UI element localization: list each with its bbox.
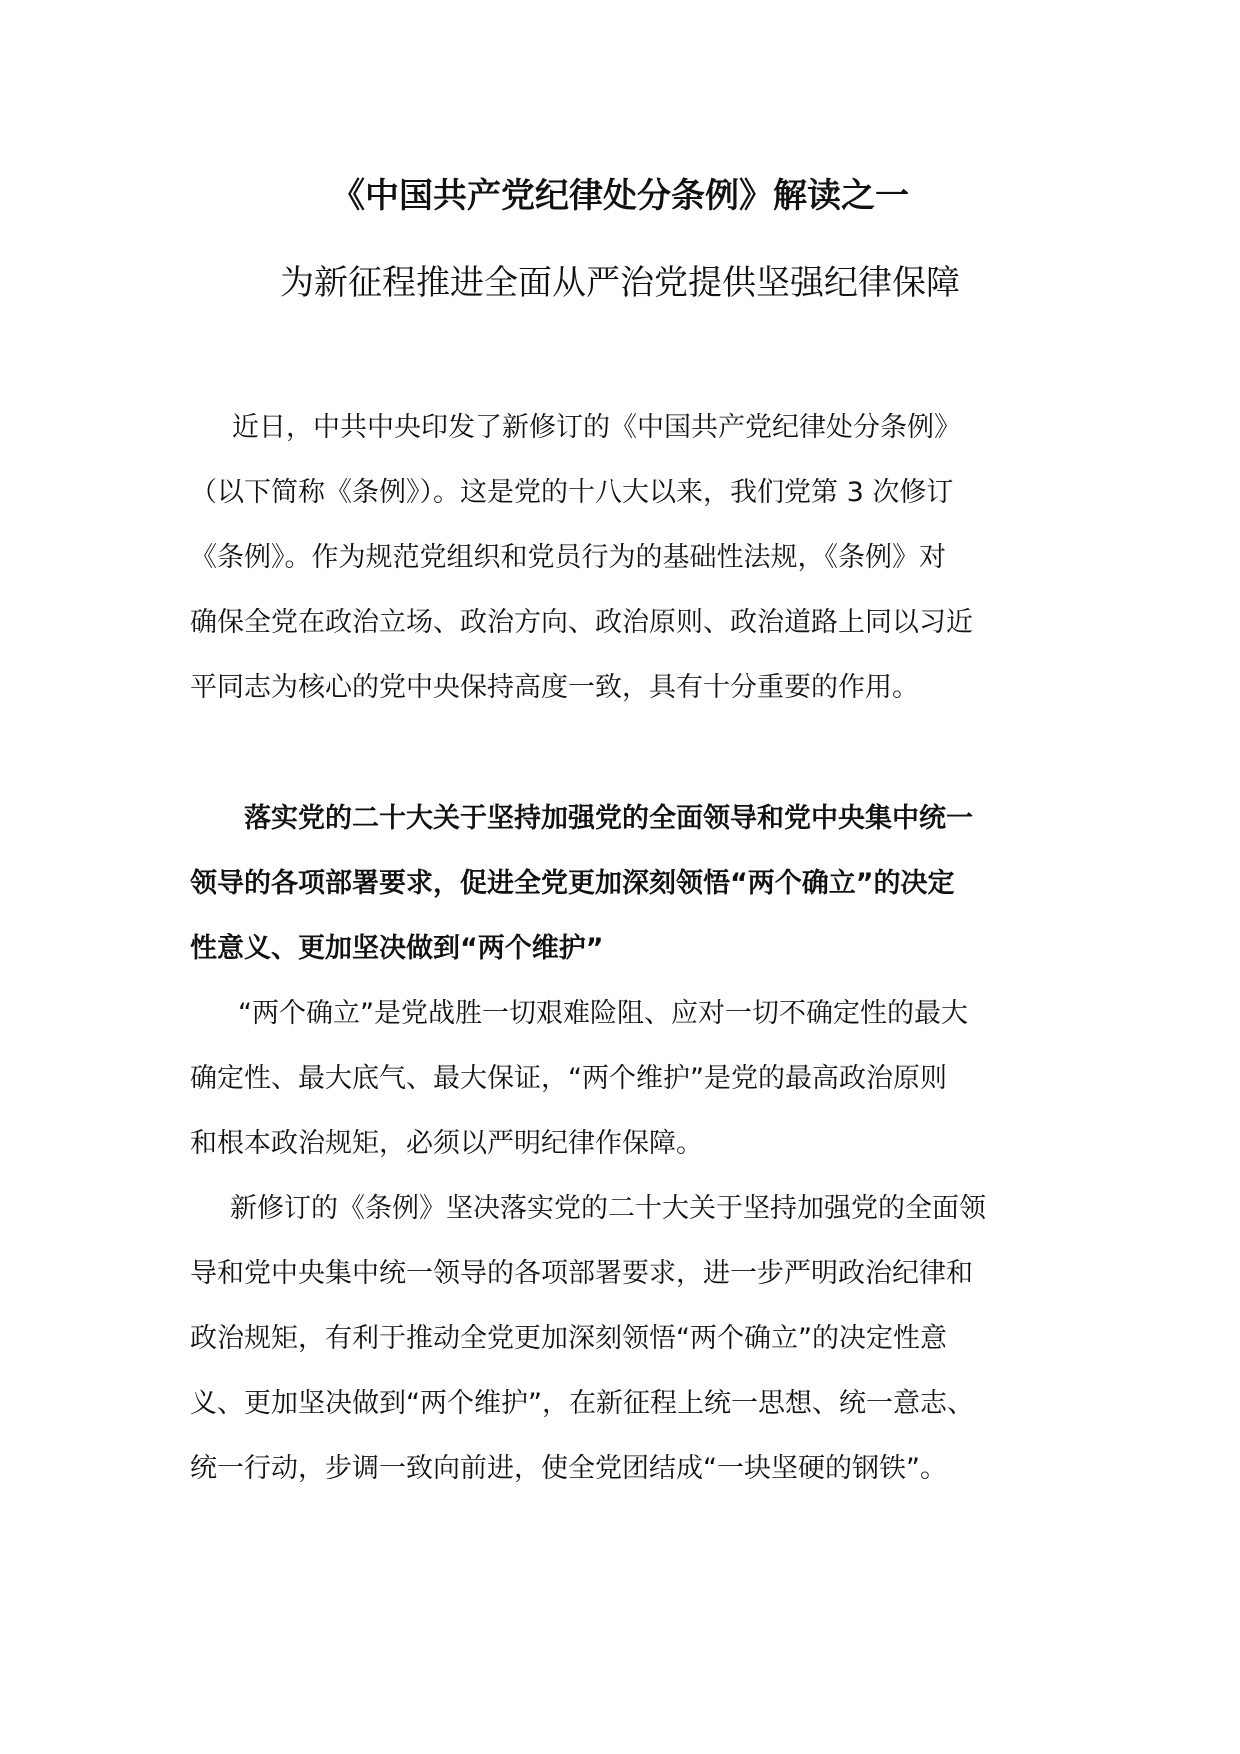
section-heading-line-1: 落实党的二十大关于坚持加强党的全面领导和党中央集中统一: [244, 803, 973, 834]
paragraph-3-line-4: 义、更加坚决做到“两个维护”，在新征程上统一思想、统一意志、: [190, 1388, 974, 1419]
paragraph-3-line-5: 统一行动，步调一致向前进，使全党团结成“一块坚硬的钢铁”。: [190, 1453, 947, 1484]
section-heading-line-2: 领导的各项部署要求，促进全党更加深刻领悟“两个确立”的决定: [190, 868, 955, 899]
paragraph-1-line-1: 近日，中共中央印发了新修订的《中国共产党纪律处分条例》: [232, 412, 961, 443]
paragraph-1-line-2: （以下简称《条例》）。这是党的十八大以来，我们党第 3 次修订: [190, 477, 954, 508]
paragraph-3-line-1: 新修订的《条例》坚决落实党的二十大关于坚持加强党的全面领: [230, 1193, 986, 1224]
paragraph-2-line-2: 确定性、最大底气、最大保证，“两个维护”是党的最高政治原则: [190, 1063, 947, 1094]
paragraph-1-line-4: 确保全党在政治立场、政治方向、政治原则、政治道路上同以习近: [190, 607, 973, 638]
paragraph-3-line-2: 导和党中央集中统一领导的各项部署要求，进一步严明政治纪律和: [190, 1258, 973, 1289]
paragraph-1-line-3: 《条例》。作为规范党组织和党员行为的基础性法规，《条例》对: [190, 542, 946, 573]
paragraph-3-line-3: 政治规矩，有利于推动全党更加深刻领悟“两个确立”的决定性意: [190, 1323, 947, 1354]
document-subtitle: 为新征程推进全面从严治党提供坚强纪律保障: [280, 263, 960, 303]
paragraph-2-line-3: 和根本政治规矩，必须以严明纪律作保障。: [190, 1128, 703, 1159]
section-heading-line-3: 性意义、更加坚决做到“两个维护”: [190, 933, 604, 964]
paragraph-2-line-1: “两个确立”是党战胜一切艰难险阻、应对一切不确定性的最大: [238, 998, 968, 1029]
paragraph-1-line-5: 平同志为核心的党中央保持高度一致，具有十分重要的作用。: [190, 672, 919, 703]
document-title: 《中国共产党纪律处分条例》解读之一: [331, 176, 909, 216]
